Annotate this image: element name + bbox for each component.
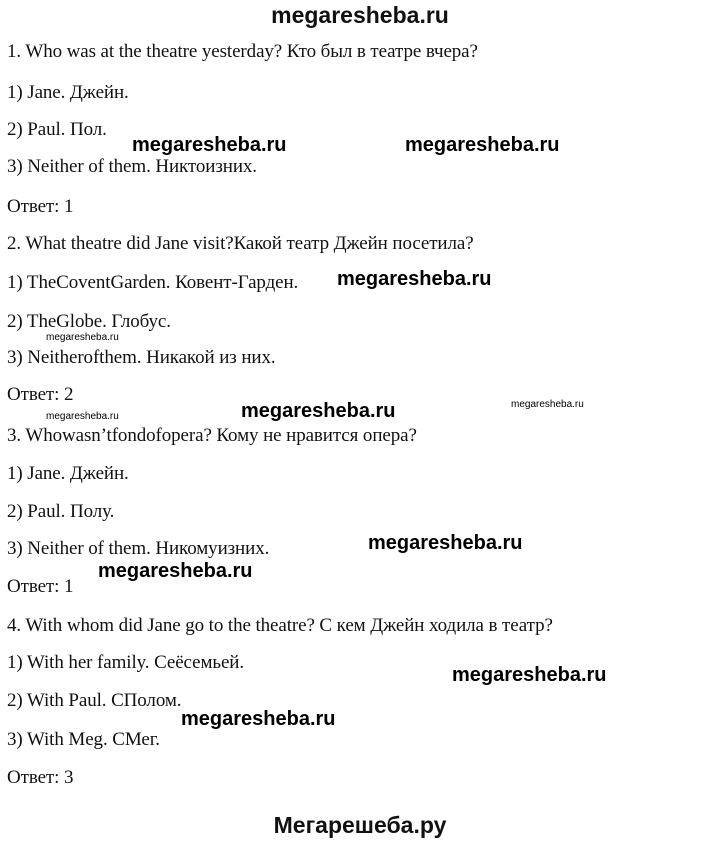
q4-answer: Ответ: 3 xyxy=(7,767,74,788)
watermark: megaresheba.ru xyxy=(132,134,287,156)
q1-answer: Ответ: 1 xyxy=(7,196,74,217)
watermark: megaresheba.ru xyxy=(98,560,253,582)
question-3: 3. Whowasn’tfondofopera? Кому не нравится опера? xyxy=(7,425,417,446)
q3-option-3: 3) Neither of them. Никомуизних. xyxy=(7,538,270,559)
site-header: megaresheba.ru xyxy=(271,2,449,28)
watermark: megaresheba.ru xyxy=(337,268,492,290)
q4-option-3: 3) With Meg. СМег. xyxy=(7,729,160,750)
q1-option-2: 2) Paul. Пол. xyxy=(7,119,107,140)
watermark-small: megaresheba.ru xyxy=(46,332,119,343)
question-1: 1. Who was at the theatre yesterday? Кто был в театре вчера? xyxy=(7,41,478,62)
q3-option-2: 2) Paul. Полу. xyxy=(7,501,115,522)
q1-option-3: 3) Neither of them. Никтоизних. xyxy=(7,156,257,177)
q3-answer: Ответ: 1 xyxy=(7,576,74,597)
question-2: 2. What theatre did Jane visit?Какой театр Джейн посетила? xyxy=(7,233,474,254)
q2-option-2: 2) TheGlobe. Глобус. xyxy=(7,311,171,332)
q4-option-1: 1) With her family. Сеёсемьей. xyxy=(7,652,244,673)
watermark-small: megaresheba.ru xyxy=(46,411,119,422)
question-4: 4. With whom did Jane go to the theatre? С кем Джейн ходила в театр? xyxy=(7,615,553,636)
q2-option-1: 1) TheCoventGarden. Ковент-Гарден. xyxy=(7,272,299,293)
site-footer: Мегарешеба.ру xyxy=(273,812,447,838)
q3-option-1: 1) Jane. Джейн. xyxy=(7,463,129,484)
watermark: megaresheba.ru xyxy=(181,708,336,730)
watermark: megaresheba.ru xyxy=(368,532,523,554)
q2-answer: Ответ: 2 xyxy=(7,384,74,405)
q2-option-3: 3) Neitherofthem. Никакой из них. xyxy=(7,347,276,368)
watermark-small: megaresheba.ru xyxy=(511,399,584,410)
watermark: megaresheba.ru xyxy=(405,134,560,156)
q4-option-2: 2) With Paul. СПолом. xyxy=(7,690,182,711)
watermark: megaresheba.ru xyxy=(241,400,396,422)
q1-option-1: 1) Jane. Джейн. xyxy=(7,82,129,103)
watermark: megaresheba.ru xyxy=(452,664,607,686)
